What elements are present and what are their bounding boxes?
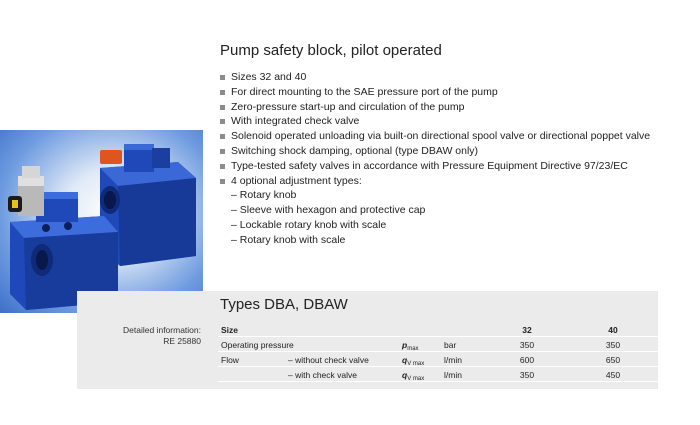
row-value-40: 450: [605, 370, 621, 380]
feature-subitem: – Rotary knob with scale: [231, 233, 346, 246]
row-value-40: 650: [605, 355, 621, 365]
row-label: Flow: [221, 355, 239, 365]
spec-header-row: [218, 322, 658, 337]
page-title: Pump safety block, pilot operated: [220, 42, 442, 59]
size-32-header: 32: [522, 325, 532, 335]
size-40-header: 40: [608, 325, 618, 335]
symbol-letter: q: [402, 355, 408, 365]
row-symbol: [402, 370, 424, 382]
solenoid: [8, 166, 44, 216]
spec-row: [218, 337, 658, 352]
row-value-32: 350: [519, 340, 535, 350]
row-unit: l/min: [444, 355, 462, 365]
row-symbol: [402, 355, 424, 367]
feature-item: Zero-pressure start-up and circulation of the pump: [219, 100, 650, 115]
row-symbol: [402, 340, 419, 352]
feature-subitem: – Lockable rotary knob with scale: [231, 218, 387, 231]
spec-table: [218, 322, 658, 382]
feature-item: Solenoid operated unloading via built-on directional spool valve or directional poppet valve: [219, 129, 650, 144]
row-value-32: 350: [519, 370, 535, 380]
product-photo: [0, 130, 203, 313]
symbol-letter: q: [402, 370, 408, 380]
row-sublabel: – without check valve: [288, 355, 369, 365]
feature-list: [219, 70, 650, 248]
row-value-32: 600: [519, 355, 535, 365]
symbol-subscript: V max: [407, 361, 425, 367]
symbol-subscript: V max: [407, 376, 425, 382]
detailed-information: [77, 325, 201, 347]
symbol-letter: p: [402, 340, 408, 350]
size-header: Size: [221, 325, 239, 335]
pump-safety-block-illustration: [0, 130, 203, 313]
spec-row: [218, 352, 658, 367]
feature-subitem: – Sleeve with hexagon and protective cap: [231, 204, 426, 217]
row-unit: l/min: [444, 370, 462, 380]
feature-item: 4 optional adjustment types:: [219, 174, 650, 189]
row-label: Operating pressure: [221, 340, 294, 350]
row-unit: bar: [444, 340, 457, 350]
row-value-40: 350: [605, 340, 621, 350]
detail-reference: RE 25880: [163, 336, 201, 346]
feature-item: For direct mounting to the SAE pressure port of the pump: [219, 85, 650, 100]
feature-item: Type-tested safety valves in accordance with Pressure Equipment Directive 97/23/EC: [219, 159, 650, 174]
types-title: Types DBA, DBAW: [220, 296, 348, 313]
feature-item: Switching shock damping, optional (type DBAW only): [219, 144, 650, 159]
detail-label: Detailed information:: [123, 325, 201, 335]
feature-item: With integrated check valve: [219, 114, 650, 129]
row-sublabel: – with check valve: [288, 370, 357, 380]
spec-row: [218, 367, 658, 382]
feature-subitem: – Rotary knob: [231, 189, 297, 202]
symbol-subscript: max: [407, 346, 419, 352]
feature-item: Sizes 32 and 40: [219, 70, 650, 85]
